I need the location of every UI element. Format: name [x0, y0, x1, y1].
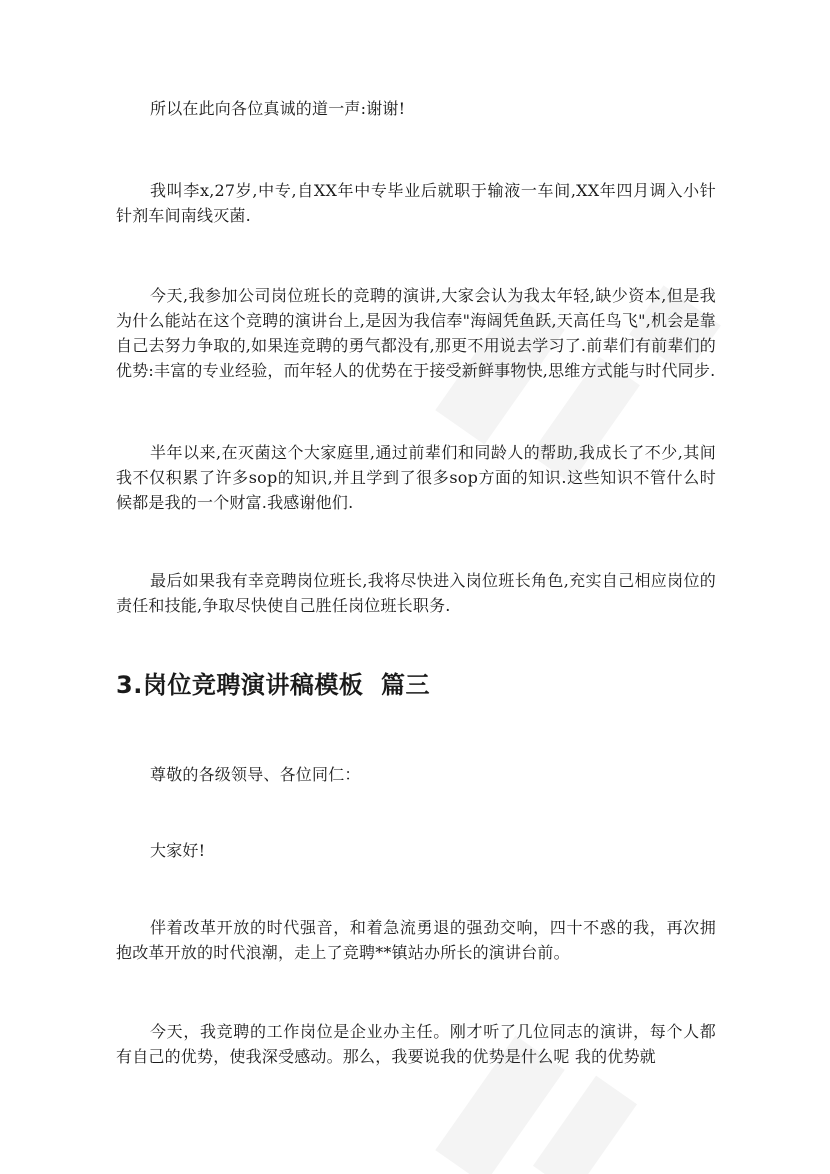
paragraph-reform: 伴着改革开放的时代强音，和着急流勇退的强劲交响，四十不惑的我，再次拥抱改革开放的时代浪潮，走上了竞聘**镇站办所长的演讲台前。: [116, 918, 716, 962]
paragraph-salutation: 尊敬的各级领导、各位同仁：: [150, 765, 361, 784]
paragraph-position: 今天，我竞聘的工作岗位是企业办主任。刚才听了几位同志的演讲，每个人都有自己的优势，使我深受感动。那么，我要说我的优势是什么呢 我的优势就: [116, 1022, 716, 1066]
paragraph-finally: 最后如果我有幸竞聘岗位班长,我将尽快进入岗位班长角色,充实自己相应岗位的责任和技能,争取尽快使自己胜任岗位班长职务.: [116, 571, 716, 615]
paragraph-thanks: 所以在此向各位真诚的道一声:谢谢!: [150, 99, 406, 118]
paragraph-greeting: 大家好!: [150, 841, 206, 860]
paragraph-self-intro: 我叫李x,27岁,中专,自XX年中专毕业后就职于输液一车间,XX年四月调入小针针剂车间南线灭菌.: [116, 181, 716, 225]
paragraph-today: 今天,我参加公司岗位班长的竞聘的演讲,大家会认为我太年轻,缺少资本,但是我为什么能站在这个竞聘的演讲台上,是因为我信奉"海阔凭鱼跃,天高任鸟飞",机会是靠自己去努力争取的,如果连竞聘的勇气都没有,那更不用说去学习了.前辈们有前辈们的优势:丰富的专业经验，而年轻人的优势在于接受新鲜事物快,思维方式能与时代同步.: [116, 286, 716, 380]
section-heading: 3.岗位竞聘演讲稿模板 篇三: [116, 671, 431, 699]
paragraph-half-year: 半年以来,在灭菌这个大家庭里,通过前辈们和同龄人的帮助,我成长了不少,其间我不仅积累了许多sop的知识,并且学到了很多sop方面的知识.这些知识不管什么时候都是我的一个财富.我感谢他们.: [116, 443, 716, 512]
